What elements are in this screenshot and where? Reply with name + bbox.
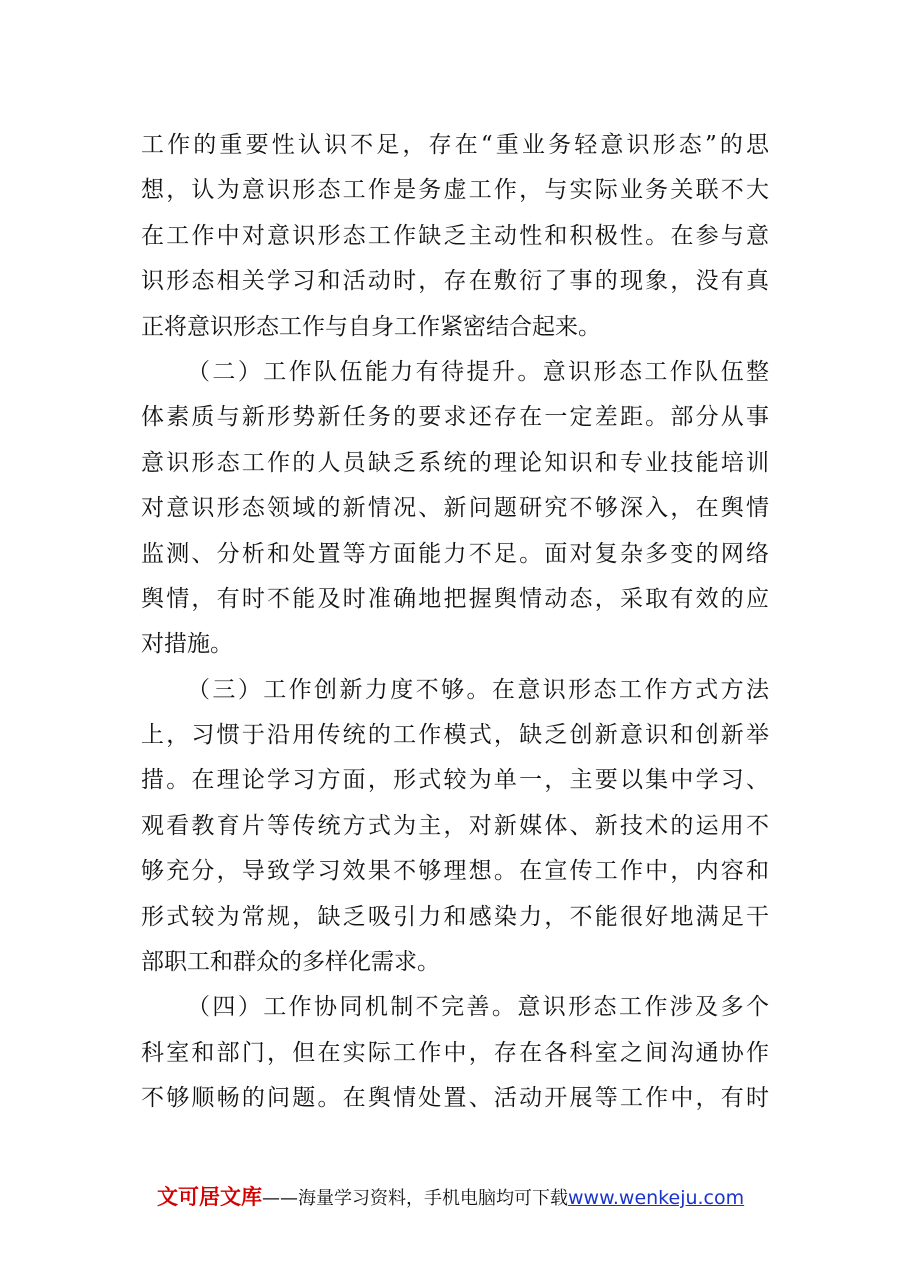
text-line: 科室和部门，但在实际工作中，存在各科室之间沟通协作: [141, 1039, 769, 1066]
text-line: 部职工和群众的多样化需求。: [141, 949, 440, 976]
footer-slogan: ——海量学习资料，手机电脑均可下载: [262, 1188, 568, 1209]
footer-banner: [157, 1180, 744, 1214]
text-line: 对意识形态领域的新情况、新问题研究不够深入，在舆情: [141, 495, 769, 522]
text-line: 措。在理论学习方面，形式较为单一，主要以集中学习、: [141, 767, 769, 794]
text-line: 舆情，有时不能及时准确地把握舆情动态，采取有效的应: [141, 585, 769, 612]
text-line: 想，认为意识形态工作是务虚工作，与实际业务关联不大: [141, 177, 769, 204]
section-heading-line: （三）工作创新力度不够。在意识形态工作方式方法: [187, 676, 769, 703]
section-heading-line: （四）工作协同机制不完善。意识形态工作涉及多个: [187, 994, 769, 1021]
text-line: 观看教育片等传统方式为主，对新媒体、新技术的运用不: [141, 812, 769, 839]
text-line: 对措施。: [141, 631, 233, 658]
text-line: 识形态相关学习和活动时，存在敷衍了事的现象，没有真: [141, 268, 769, 295]
text-line: 上，习惯于沿用传统的工作模式，缺乏创新意识和创新举: [141, 722, 769, 749]
text-line: 意识形态工作的人员缺乏系统的理论知识和专业技能培训: [141, 449, 769, 476]
text-line: 正将意识形态工作与自身工作紧密结合起来。: [141, 313, 601, 340]
document-body: [141, 123, 769, 1122]
text-line: 在工作中对意识形态工作缺乏主动性和积极性。在参与意: [141, 222, 769, 249]
text-line: 够充分，导致学习效果不够理想。在宣传工作中，内容和: [141, 858, 769, 885]
footer-brand: 文可居文库: [157, 1185, 262, 1209]
text-line: 形式较为常规，缺乏吸引力和感染力，不能很好地满足干: [141, 903, 769, 930]
text-line: 工作的重要性认识不足，存在“重业务轻意识形态”的思: [141, 132, 769, 158]
text-line: 体素质与新形势新任务的要求还存在一定差距。部分从事: [141, 404, 769, 431]
section-heading-line: （二）工作队伍能力有待提升。意识形态工作队伍整: [187, 358, 769, 385]
text-line: 监测、分析和处置等方面能力不足。面对复杂多变的网络: [141, 540, 769, 567]
text-line: 不够顺畅的问题。在舆情处置、活动开展等工作中，有时: [141, 1085, 769, 1112]
footer-website-link[interactable]: www.wenkeju.com: [568, 1187, 745, 1209]
